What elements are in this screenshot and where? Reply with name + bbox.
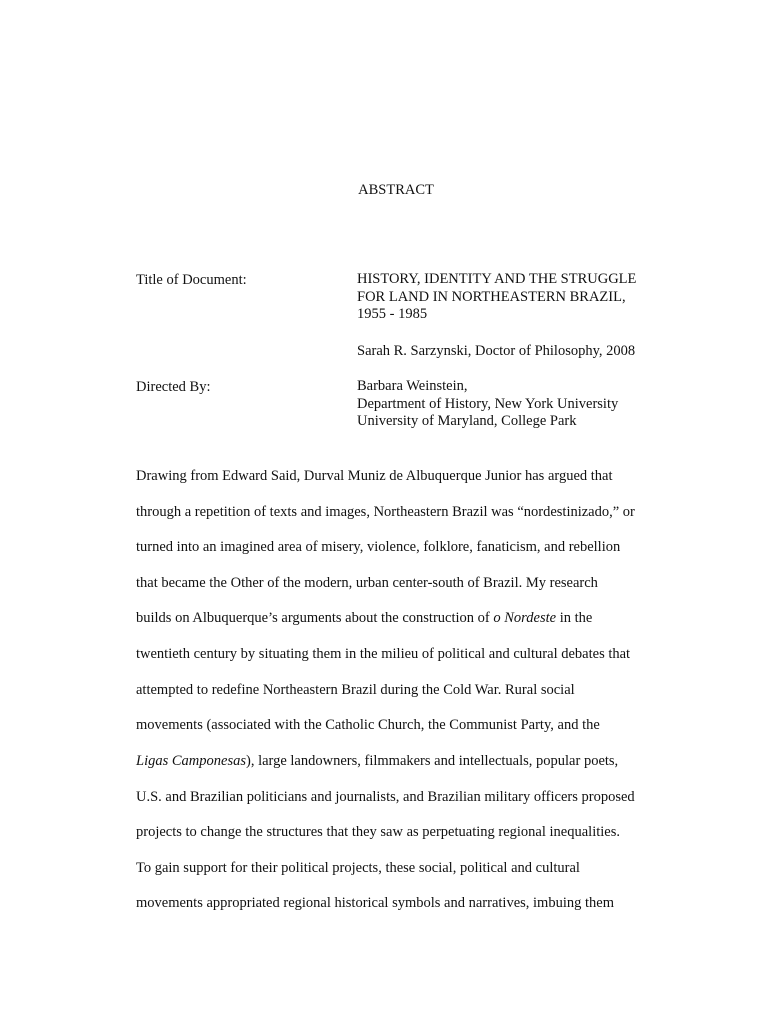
body-line: builds on Albuquerque’s arguments about the construction of o Nordeste in the [136,610,593,626]
director-info [357,378,677,431]
body-line: turned into an imagined area of misery, violence, folklore, fanaticism, and rebellion [136,539,621,555]
document-title-line: FOR LAND IN NORTHEASTERN BRAZIL, [357,288,626,305]
body-line: twentieth century by situating them in the milieu of political and cultural debates that [136,646,631,662]
body-line: movements (associated with the Catholic Church, the Communist Party, and the [136,717,600,733]
author-degree-line: Sarah R. Sarzynski, Doctor of Philosophy, 2008 [357,343,636,359]
body-line: Drawing from Edward Said, Durval Muniz de Albuquerque Junior has argued that [136,468,613,484]
body-line: through a repetition of texts and images, Northeastern Brazil was “nordestinizado,” or [136,504,635,520]
title-of-document-label: Title of Document: [136,272,247,288]
director-info-line: Department of History, New York University [357,395,619,412]
director-info-line: University of Maryland, College Park [357,413,577,429]
body-line: attempted to redefine Northeastern Brazil during the Cold War. Rural social [136,682,575,698]
director-info-line: Barbara Weinstein, [357,378,468,394]
body-line: U.S. and Brazilian politicians and journalists, and Brazilian military officers proposed [136,789,635,805]
directed-by-label: Directed By: [136,379,211,395]
abstract-heading: ABSTRACT [358,182,434,198]
body-line: Ligas Camponesas), large landowners, filmmakers and intellectuals, popular poets, [136,753,619,769]
body-line: movements appropriated regional historical symbols and narratives, imbuing them [136,895,614,911]
body-line: that became the Other of the modern, urban center-south of Brazil. My research [136,575,598,591]
document-title-line: 1955 - 1985 [357,306,428,322]
body-line: projects to change the structures that they saw as perpetuating regional inequalities. [136,824,620,840]
italic-term: o Nordeste [493,610,557,626]
document-title-line: HISTORY, IDENTITY AND THE STRUGGLE [357,271,637,287]
document-title [357,271,677,324]
body-line: To gain support for their political projects, these social, political and cultural [136,860,580,876]
italic-term: Ligas Camponesas [136,753,246,769]
